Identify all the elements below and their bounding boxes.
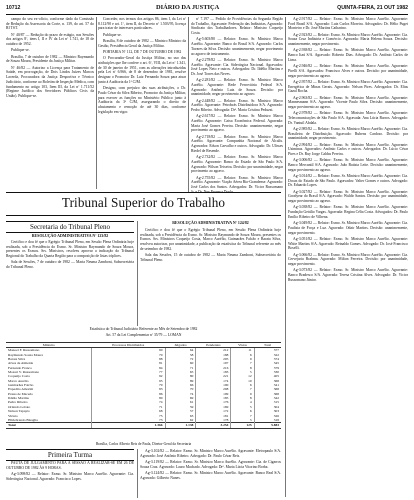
- stats-cell-tot: 304: [254, 405, 281, 409]
- secretaria-body: [6, 240, 134, 302]
- paragraph: Ag-2.923/82 — Relator: Exmo. Sr. Ministro Marco Aurélio. Agravante: Cia. Souza Cruz Indústria e Comércio. Agravada: Maria Helena Souza. Decisão: unanimemente, negar provimento.: [288, 32, 408, 47]
- paragraph: Nº 46/82 — Autorizo a Licença para Tratamento de Saúde, em prorrogação, de Dois Lindos Juízes Marcos Lacerda, Procuradora da Justiça Desportiva e Técnico Judiciário, conforme ao Boletim de Inspeção Médica, com fundamento no artigo 103, Item III, da Lei nº 1.711/52 (Regime Jurídico dos Servidores Públicos Civis da União). Publique-se.: [6, 65, 94, 98]
- paragraph: Ag-2.963/82 — Relator: Exmo. Sr. Ministro Marco Aurélio. Agravante: Mannesmann S/A. Agravado: Vicente Paulo Silva. Decisão: unanimemente, negar provimento ao agravo.: [288, 95, 408, 109]
- paragraph: Ag-2.985/82 — Relator: Exmo. Sr. Ministro Marco Aurélio. Agravante: Cia. Brasileira de Distribuição. Agravado: Rubens Cardoso. Decisão: por unanimidade, negar provimento.: [288, 126, 408, 141]
- paragraph: Ag-2.946/82 — Relator: Exmo. Sr. Ministro Marco Aurélio. Agravante: Pirelli S/A. Agravados: Francisco Alves e outros. Decisão: por unanimidade, negar provimento ao agravo.: [288, 64, 408, 78]
- paragraph: campo do seu ex-ofício, conforme dado da Comissão de Redação da Assessoria da Corte, n. 139, do art. 57 do RI TST.: [6, 17, 94, 31]
- stats-cell-julg: 80: [165, 374, 196, 378]
- paragraph: Ag-2.957/82 — Relator: Exmo. Sr. Ministro Marco Aurélio. Agravante: Cia. Energética de Minas Gerais. Agravado: Nelson Pires. Advogados: Dr. Elias Gazal Rocha.: [288, 79, 408, 94]
- column-4: [288, 17, 408, 497]
- journal-title: DIÁRIO DA JUSTIÇA: [156, 4, 220, 11]
- stats-cell-dist: 92: [91, 374, 165, 378]
- stats-cell-name: Prates de Macedo: [8, 391, 33, 396]
- paragraph: Ag-3.006/82 — Relator: Exmo. Sr. Ministro Marco Aurélio. Agravante: Banco Mercantil S/A. Agravado: João Batista Leite. Decisão: unanimemente, negar provimento ao agravo.: [288, 158, 408, 172]
- stats-cell-name: Expedito Amorim: [8, 387, 34, 392]
- stats-cell-dist: 77: [91, 370, 165, 374]
- stats-cell-julg: 58: [165, 353, 196, 357]
- stats-total-row: [6, 423, 281, 428]
- stats-cell-julg: 66: [165, 383, 196, 387]
- stats-cell-name: Manoel F. Russomano: [8, 348, 40, 353]
- stats-cell-name: Ildélio Martins: [8, 396, 29, 401]
- stats-cell-julg: 61: [165, 400, 196, 404]
- stats-cell-dist: 79: [91, 383, 165, 387]
- stats-cell-julg: 60: [165, 361, 196, 365]
- stats-cell-vist: 9: [231, 392, 254, 396]
- stats-cell-dist: 90: [91, 348, 165, 353]
- stats-cell-tot: 342: [254, 396, 281, 400]
- stats-cell-vist: 11: [231, 348, 254, 353]
- stats-cell-vist: 8: [231, 396, 254, 400]
- stats-cell-dist: 95: [91, 379, 165, 383]
- stats-cell-tot: 322: [254, 353, 281, 357]
- column-divider: [137, 449, 138, 498]
- secretaria-heading: Secretaria do Tribunal Pleno: [6, 221, 134, 233]
- paragraph: Ag-2.938/82 — Relator: Exmo. Sr. Ministro Marco Aurélio. Agravante: Banco Itaú S/A. Agravado: Roberto Dias. Advogado: Dr. Antônio Carlos de Lima.: [288, 48, 408, 62]
- stats-cell-vist: 5: [231, 370, 254, 374]
- stats-cell-julg: 57: [165, 409, 196, 413]
- paragraph: Ag-3.038/82 — Relator: Exmo. Sr. Ministro Marco Aurélio. Agravante: Fundação Getúlio Vargas. Agravada: Regina Célia Costa. Advogados: Dr. Paulo Emílio Ribeiro de Vilhena.: [288, 205, 408, 219]
- stats-column-header: Julgados: [165, 343, 196, 348]
- stats-cell-dist: 75: [91, 414, 165, 418]
- stats-cell-dist: 84: [91, 366, 165, 370]
- stats-cell-name: Barata Silva: [8, 357, 26, 362]
- stats-cell-name: Coqueijo Costa: [8, 374, 30, 379]
- paragraph: Nº 40/87 — Redução do prazo de estágio, nas Sessões dos artigos 8º, itens I, II e IV da Lei nº 1.741, de 18 de outubro de 1952.: [6, 32, 94, 47]
- column-2-top: [98, 17, 186, 189]
- paragraph: Ag-3.066/82 — Relator: Exmo. Sr. Ministro Marco Aurélio. Agravante: Cia. Cervejaria Brahma. Agravado: Milton Ferreira. Decisão: por unanimidade, negar provimento.: [288, 252, 408, 266]
- stats-cell-julg: 59: [165, 405, 196, 409]
- stats-cell-vist: 6: [231, 383, 254, 387]
- stats-cell-name: Raymundo Souza Moura: [8, 352, 43, 357]
- section-banner: [6, 192, 281, 216]
- stats-cell-name: Nelson Tapajós: [8, 409, 30, 414]
- stats-cell-tot: 368: [254, 387, 281, 391]
- stats-cell-tot: 318: [254, 418, 281, 423]
- stats-cell-pend: 181: [196, 414, 231, 418]
- paragraph: Ag-2.718/82 — Relator: Exmo. Sr. Ministro Marco Aurélio. Agravante: Companhia Nacional de Álcalis. Agravados: Edson Carvalho e outros. Advogado: Dr. Ulisses Riedel de Resende.: [191, 134, 283, 153]
- page-header: [6, 4, 408, 13]
- stats-cell-dist: 73: [91, 418, 165, 423]
- primeira-turma-body: [6, 461, 134, 498]
- resolucao-body: [140, 228, 281, 326]
- stats-cell-vist: 7: [231, 361, 254, 365]
- secretaria-subheading: RESOLUÇÃO ADMINISTRATIVA Nº 123/82: [31, 234, 109, 238]
- section-banner-title: Tribunal Superior do Trabalho: [61, 195, 226, 210]
- stats-cell-dist: 71: [91, 405, 165, 409]
- paragraph: Ag-2.278/82 — Relator: Exmo. Sr. Ministro Marco Aurélio. Agravante: Cia. Siderúrgica Nacional. Agravados: José Lopes Neto e outros. Advogados: Dr. Ildélio Martins e Dr. José Torres das Neves.: [191, 57, 283, 76]
- paragraph: Ag-2.448/82 — Relator: Exmo. Sr. Ministro Marco Aurélio. Agravante: Petrobrás Distribuidora S/A. Agravado: Pedro Ribeiro. Advogada: Drª. Maria Cristina Peduzzi.: [191, 98, 283, 113]
- issue-date: QUINTA-FEIRA, 21 OUT 1982: [337, 5, 408, 11]
- stats-cell-julg: 1.138: [165, 423, 196, 428]
- resolucao-heading: RESOLUÇÃO ADMINISTRATIVA Nº 124/82: [172, 221, 249, 225]
- paragraph: Designo, com prejuízo das suas atribuições, o Dr. Paulo César da Silva Ribeiro, Promotor da Justiça Militar, para exercer as funções no Ministério Público junto à Auditoria da 3ª CJM, assegurando o direito de afastamento e remoção de até 30 dias, conforme legislação em vigor.: [98, 86, 186, 114]
- stats-cell-vist: 8: [231, 366, 254, 370]
- stats-cell-name: Total: [6, 423, 91, 428]
- stats-cell-tot: 368: [254, 392, 281, 396]
- paragraph: Ag-3.124/82 — Relator: Exmo. Sr. Ministro Marco Aurélio. Agravante: Banco Real S/A. Agravado: Gilberto Nunes.: [140, 471, 281, 480]
- paragraph: Conceder, nos termos dos artigos 86, item I, da Lei nº 8.112/90 e art. 1º, item II, do Decreto nº 1.503/95, licença para tratar de interesses particulares.: [98, 17, 186, 31]
- stats-cell-julg: 89: [165, 379, 196, 383]
- stats-cell-pend: 197: [196, 361, 231, 365]
- paragraph: Ag-3.014/82 — Relator: Exmo. Sr. Ministro Marco Aurélio. Agravante: Cia. Docas do Estado de São Paulo. Agravados: Valter Gomes e outros. Advogado: Dr. Eduardo Lopes.: [288, 174, 408, 188]
- column-3: [191, 17, 283, 193]
- stats-cell-tot: 5.883: [254, 423, 281, 428]
- stats-cell-tot: 374: [254, 357, 281, 361]
- stats-cell-tot: 377: [254, 348, 281, 353]
- paragraph: Ag-2.732/82 — Relator: Exmo. Sr. Ministro Marco Aurélio. Agravante: Banco do Estado de São Paulo S/A. Agravado: Wilson Teixeira. Decisão: por unanimidade, negar provimento ao agravo.: [191, 155, 283, 174]
- stats-cell-julg: 63: [165, 414, 196, 418]
- stats-cell-pend: 172: [196, 409, 231, 413]
- stats-column-header: Vistos: [231, 343, 254, 348]
- stats-cell-tot: 405: [254, 374, 281, 378]
- stats-cell-tot: 368: [254, 379, 281, 383]
- stats-cell-name: Orlando Lobato: [8, 404, 31, 409]
- stats-cell-julg: 65: [165, 370, 196, 374]
- stats-cell-julg: 71: [165, 366, 196, 370]
- stats-column-header: Processos Distribuídos: [91, 343, 165, 348]
- column-divider: [188, 17, 189, 193]
- stats-cell-name: Pedro Ribeiro: [8, 400, 28, 405]
- paragraph: O Procurador-Geral da Justiça Militar, no uso das atribuições que lhe confere o art. 6º, VIII, da Lei nº 1.341, de 30 de janeiro de 1951, com as alterações introduzidas pela Lei nº 6.966, de 8 de dezembro de 1981, resolve designar o Promotor Dr. Luiz Fernando Souza para atuar junto à Auditoria da 1ª CJM.: [98, 56, 186, 84]
- stats-cell-pend: 190: [196, 383, 231, 387]
- paragraph: Publique-se.: [103, 32, 122, 37]
- stats-cell-pend: 188: [196, 353, 231, 357]
- stats-cell-tot: 315: [254, 400, 281, 404]
- stats-cell-vist: 6: [231, 409, 254, 413]
- stats-cell-pend: 183: [196, 370, 231, 374]
- stats-cell-tot: 379: [254, 366, 281, 370]
- stats-cell-dist: 81: [91, 361, 165, 365]
- stats-cell-tot: 330: [254, 370, 281, 374]
- paragraph: Ag-2.617/82 — Relator: Exmo. Sr. Ministro Marco Aurélio. Agravante: Caixa Econômica Federal. Agravada: Maria José Gomes Pereira. Decisão: unanimemente, negar provimento ao agravo.: [191, 114, 283, 133]
- paragraph: Brasília, 8 de outubro de 1982 — Ministro Ministro da Gestão, Presidência Geral da Justiça Militar.: [98, 39, 186, 48]
- stats-cell-name: Hildebrando Bisaglia: [8, 417, 38, 422]
- paragraph: Certifico e dou fé que o Egrégio Tribunal Pleno, em Sessão Plena Ordinária hoje realizada, sob a Presidência do Exmo. Sr. Ministro Raymundo de Souza Moura, presentes os Exmos. Srs. Ministros, resolveu aprovar a indicação do Tribunal Regional do Trabalho da Quarta Região para a composição de listas tríplices.: [6, 240, 134, 259]
- stats-cell-pend: 3.254: [196, 423, 231, 428]
- stats-cell-name: Mozart V. Russomano: [8, 370, 40, 375]
- stats-cell-vist: 5: [231, 405, 254, 409]
- stats-cell-tot: 326: [254, 414, 281, 418]
- stats-cell-vist: 125: [231, 423, 254, 428]
- stats-signature: Brasília, Carlos Alberto Reis de Paula, Diretor-Geral da Secretaria: [95, 442, 192, 446]
- stats-cell-vist: 5: [231, 418, 254, 423]
- stats-cell-pend: 216: [196, 366, 231, 370]
- stats-cell-julg: 72: [165, 357, 196, 361]
- paragraph: Ag-2.281/82 — Relator: Exmo. Sr. Ministro Marco Aurélio. Agravante: Rede Ferroviária Federal S/A. Agravado: Antônio Luiz de Souza. Decisão: por unanimidade, negar provimento ao agravo.: [191, 78, 283, 97]
- paragraph: Publique-se.: [11, 48, 30, 53]
- stats-cell-dist: 68: [91, 409, 165, 413]
- stats-cell-dist: 70: [91, 353, 165, 357]
- column-divider: [285, 17, 286, 497]
- stats-cell-julg: 64: [165, 348, 196, 353]
- paragraph: Ag-2.994/82 — Relator: Exmo. Sr. Ministro Marco Aurélio. Agravante: Usiminas. Agravados: Antônio Carlos e outros. Advogados: Dr. Lúcio César Pires e Dr. Ruy Jorge Caldas Pereira.: [288, 142, 408, 157]
- paragraph: Ag-2.755/82 — Relator: Exmo. Sr. Ministro Marco Aurélio. Agravante: Viação Aérea Rio-Grandense. Agravado: José Carlos dos Santos. Advogados: Dr. Victor Russomano Jr. e Dr. Ney Proença Doyle.: [191, 175, 283, 193]
- stats-cell-vist: 7: [231, 414, 254, 418]
- stats-cell-dist: 86: [91, 392, 165, 396]
- stats-cell-dist: 80: [91, 396, 165, 400]
- column-2-bottom: [140, 449, 281, 498]
- paragraph: Ag-3.027/82 — Relator: Exmo. Sr. Ministro Marco Aurélio. Agravante: Goodyear do Brasil S/A. Agravado: Waldir Santos. Decisão: por unanimidade, negar provimento ao agravo.: [288, 189, 408, 204]
- stats-cell-pend: 169: [196, 405, 231, 409]
- stats-cell-name: Guimarães Falcão: [8, 383, 34, 388]
- stats-cell-name: Marco Aurélio: [8, 378, 29, 383]
- stats-column-header: Total: [254, 343, 281, 348]
- paragraph: Ag-5.603/80 — Relator: Exmo. Sr. Ministro Marco Aurélio. Agravante: Banco do Brasil S/A. Agravado: Carlos Tavares da Silva. Decisão: unanimemente, negar provimento ao agravo de instrumento.: [191, 37, 283, 56]
- stats-cell-pend: 185: [196, 396, 231, 400]
- stats-cell-vist: 12: [231, 374, 254, 378]
- stats-cell-julg: 69: [165, 396, 196, 400]
- header-rule: [6, 14, 408, 15]
- paragraph: Sala das Sessões, 15 de outubro de 1982 — Maria Neuma Zamboni, Subsecretária do Tribunal Pleno.: [140, 253, 281, 262]
- stats-cell-julg: 70: [165, 387, 196, 391]
- stats-cell-julg: 74: [165, 392, 196, 396]
- stats-subtitle: Art. 57 da Lei Complementar nº 35/79 — LOMAN: [105, 333, 182, 337]
- column-divider: [137, 221, 138, 326]
- stats-title: Estatística do Tribunal Judiciário Referente ao Mês de Setembro de 1982: [89, 327, 198, 331]
- primeira-turma-heading: Primeira Turma: [6, 449, 134, 461]
- stats-cell-dist: 74: [91, 400, 165, 404]
- stats-column-header: Ministro: [6, 343, 91, 348]
- stats-cell-tot: 341: [254, 383, 281, 387]
- stats-cell-vist: 10: [231, 379, 254, 383]
- stats-cell-vist: 7: [231, 387, 254, 391]
- stats-cell-julg: 62: [165, 418, 196, 423]
- column-1-top: [6, 17, 94, 189]
- paragraph: Certifico e dou fé que o Egrégio Tribunal Pleno, em Sessão Plena Ordinária hoje realizada, sob a Presidência do Exmo. Sr. Ministro Raymundo de Souza Moura, presentes os Exmos. Srs. Ministros Coqueijo Costa, Marco Aurélio, Guimarães Falcão e Barata Silva, resolveu autorizar, por unanimidade, a publicação da estatística do Tribunal referente ao mês de setembro de 1982.: [140, 228, 281, 251]
- stats-column-header: Pendentes: [196, 343, 231, 348]
- paragraph: Ag-3.051/82 — Relator: Exmo. Sr. Ministro Marco Aurélio. Agravante: White Martins S/A. Agravado: Reinaldo Gomes. Advogado: Dr. José Francisco Boselli.: [288, 236, 408, 251]
- stats-cell-dist: 1.366: [91, 423, 165, 428]
- stats-cell-name: Fernando Franco: [8, 365, 32, 370]
- stats-cell-pend: 205: [196, 357, 231, 361]
- paragraph: Ag-2.978/82 — Relator: Exmo. Sr. Ministro Marco Aurélio. Agravante: Telecomunicações de São Paulo S/A. Agravada: Ana Lúcia Barros. Advogado: Dr. Vantuil Abdala.: [288, 111, 408, 125]
- stats-cell-dist: 83: [91, 387, 165, 391]
- stats-cell-pend: 221: [196, 374, 231, 378]
- stats-cell-pend: 208: [196, 387, 231, 391]
- stats-cell-pend: 199: [196, 392, 231, 396]
- paragraph: Brasília, 7 de outubro de 1982 — Ministro Raymundo de Souza Moura, Presidente da Justiça Militar.: [6, 54, 94, 64]
- paragraph: PAUTA DE JULGAMENTO PARA A SESSÃO A REALIZAR-SE EM 26 DE OUTUBRO DE 1982 ÀS 9 HORAS.: [6, 461, 134, 470]
- stats-cell-name: Viriato: [8, 413, 18, 418]
- paragraph: Ag-3.049/82 — Relator: Exmo. Sr. Ministro Marco Aurélio. Agravante: Cia. Paulista de Força e Luz. Agravado: Odair Martins. Decisão: unanimemente, negar provimento.: [288, 221, 408, 235]
- paragraph: Ag-2.917/82 — Relator: Exmo. Sr. Ministro Marco Aurélio. Agravante: Ford Brasil S/A. Agravado: Luiz Carlos Moreira. Advogados: Dr. Hélio Puget Monteiro e Dr. José Martins Catharino.: [288, 17, 408, 31]
- paragraph: nº 7.197 — Pedido de Providências da Segunda Região do Trabalho, Agravante: Federação das Indústrias, Agravado: Sindicato dos Trabalhadores. Relator: Ministro Coqueijo Costa.: [191, 17, 283, 36]
- paragraph: PORTARIA Nº 112, DE 7 DE OUTUBRO DE 1982: [103, 50, 182, 54]
- statistics-table: [6, 342, 281, 429]
- stats-cell-pend: 176: [196, 400, 231, 404]
- stats-cell-name: Alves de Almeida: [8, 361, 34, 366]
- stats-cell-pend: 178: [196, 418, 231, 423]
- stats-cell-pend: 174: [196, 379, 231, 383]
- paragraph: Ag-3.073/82 — Relator: Exmo. Sr. Ministro Marco Aurélio. Agravante: Banco Bradesco S/A. Agravada: Teresa Cristina Alves. Advogado: Dr. Victor Russomano Júnior.: [288, 268, 408, 282]
- paragraph: Ag-3.119/82 — Relator: Exmo. Sr. Ministro Marco Aurélio. Agravante: Cia. de Cigarros Souza Cruz. Agravado: Lauro Machado. Advogada: Drª. Maria Lúcia Vitorino Borba.: [140, 460, 281, 469]
- stats-cell-tot: 345: [254, 361, 281, 365]
- column-divider: [96, 17, 97, 189]
- stats-cell-dist: 88: [91, 357, 165, 361]
- stats-cell-vist: 6: [231, 353, 254, 357]
- page-number: 10712: [6, 5, 21, 11]
- stats-cell-pend: 212: [196, 348, 231, 353]
- stats-cell-tot: 303: [254, 409, 281, 413]
- paragraph: Sala de Sessões, 7 de outubro de 1982 — Maria Neuma Zamboni, Subsecretária do Tribunal Pleno.: [6, 260, 134, 270]
- stats-cell-vist: 9: [231, 357, 254, 361]
- paragraph: Ag-3.102/82 — Relator: Exmo. Sr. Ministro Marco Aurélio. Agravante: Eletropaulo S/A. Agravado: José Antônio Ribeiro. Advogado: Dr. Paulo Cézar Reis.: [140, 449, 281, 458]
- paragraph: Ag-3.098/82 — Relator: Exmo. Sr. Ministro Marco Aurélio. Agravante: Cia. Siderúrgica Nacional. Agravado: Francisco Lopes.: [6, 472, 134, 481]
- stats-cell-vist: 4: [231, 400, 254, 404]
